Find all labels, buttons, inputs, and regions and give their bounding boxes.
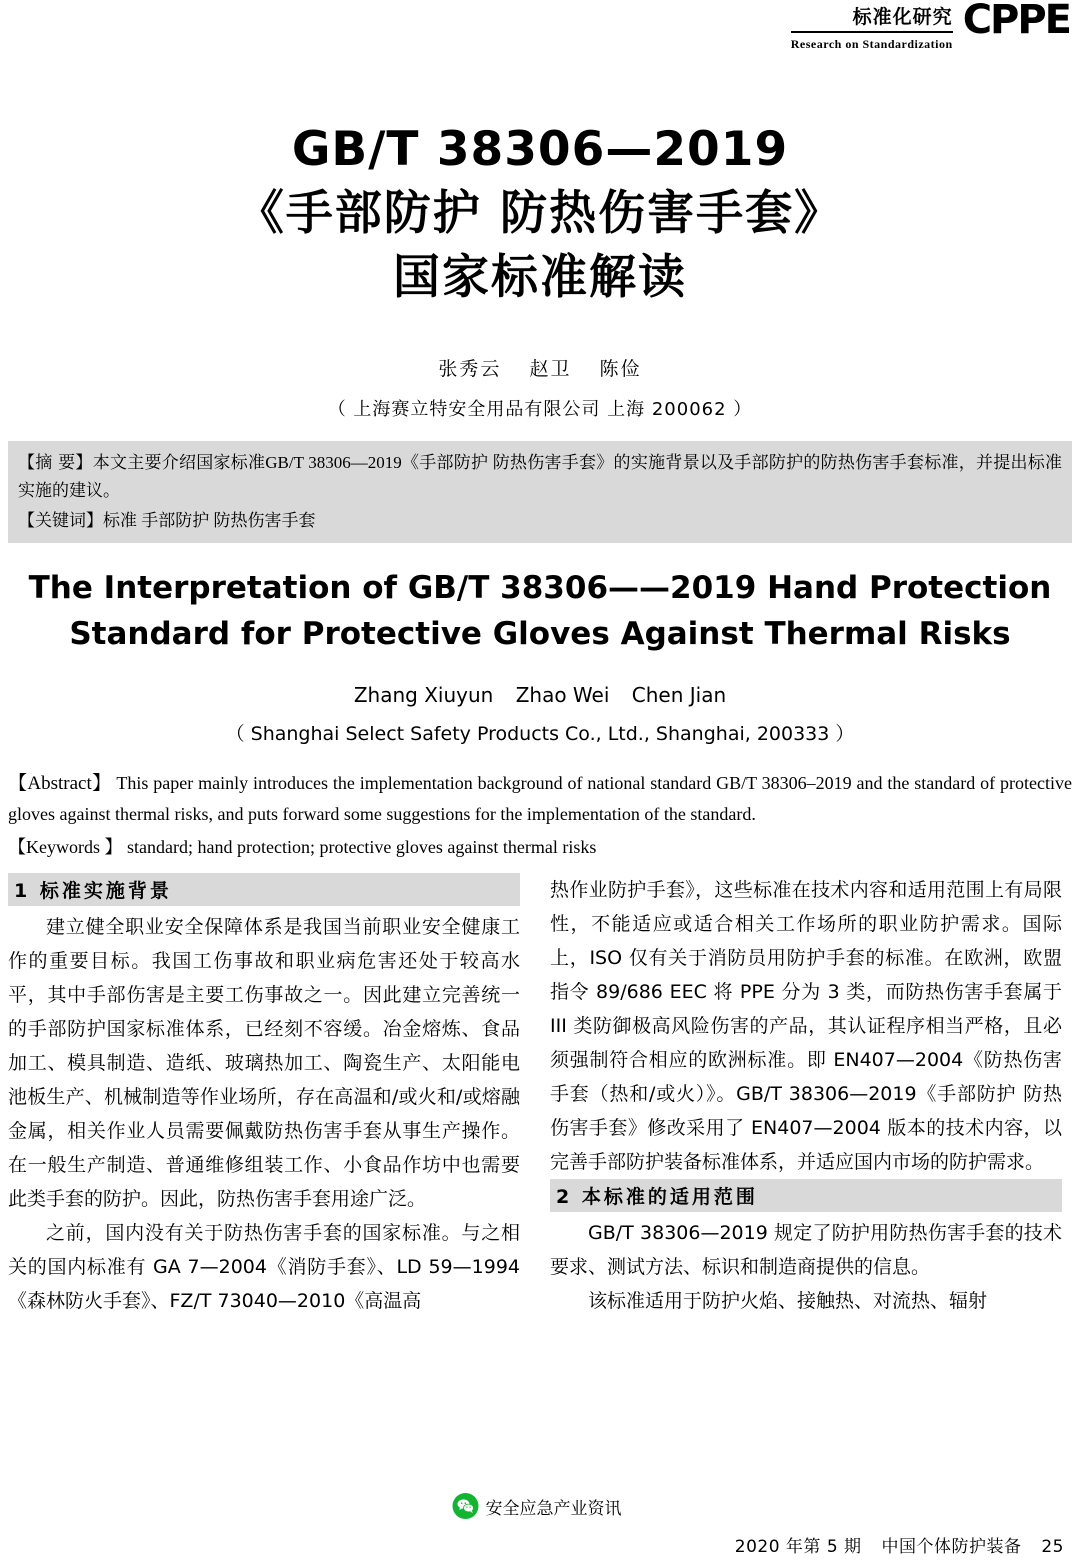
page-footer [721, 1532, 1064, 1557]
author-en-2: Zhao Wei [515, 683, 610, 707]
affiliation-cn: （ 上海赛立特安全用品有限公司 上海 200062 ） [327, 399, 753, 420]
paragraph: 之前，国内没有关于防热伤害手套的国家标准。与之相关的国内标准有 GA 7—2004《消防手套》、LD 59—1994《森林防火手套》、FZ/T 73040—2010《高温高 [8, 1222, 520, 1312]
abstract-en [8, 768, 1072, 830]
footer-journal: 中国个体防护装备 [881, 1537, 1022, 1557]
paragraph: GB/T 38306—2019 规定了防护用防热伤害手套的技术要求、测试方法、标识和制造商提供的信息。 [550, 1222, 1062, 1278]
author-en-3: Chen Jian [631, 683, 727, 707]
author-cn-2: 赵卫 [529, 358, 572, 380]
paragraph: 该标准适用于防护火焰、接触热、对流热、辐射 [588, 1290, 988, 1312]
abstract-en-label: 【Abstract】 [8, 773, 112, 794]
abstract-cn-label: 【摘 要】 [18, 453, 93, 473]
abstract-cn-text: 本文主要介绍国家标准GB/T 38306—2019《手部防护 防热伤害手套》的实施背景以及手部防护的防热伤害手套标准，并提出标准实施的建议。 [18, 453, 1063, 500]
abstract-cn [18, 449, 1062, 505]
body-columns [8, 873, 1072, 1318]
title-en-line1: The Interpretation of GB/T 38306——2019 Hand Protection [28, 570, 1052, 606]
author-cn-3: 陈俭 [599, 358, 642, 380]
footer-page-number: 25 [1041, 1537, 1064, 1557]
keywords-cn-label: 【关键词】 [18, 511, 103, 531]
page-title-line3: 国家标准解读 [393, 250, 687, 305]
journal-name-cn: 标准化研究 [791, 2, 953, 33]
page-header [8, 0, 1072, 60]
authors-cn [8, 354, 1072, 381]
title-block [8, 118, 1072, 310]
affiliation-en: （ Shanghai Select Safety Products Co., Ltd., Shanghai, 200333 ） [225, 723, 855, 745]
wechat-icon [453, 1493, 479, 1519]
keywords-cn-text: 标准 手部防护 防热伤害手套 [103, 511, 316, 530]
wechat-badge [445, 1489, 636, 1523]
author-en-1: Zhang Xiuyun [353, 683, 494, 707]
paragraph: 建立健全职业安全保障体系是我国当前职业安全健康工作的重要目标。我国工伤事故和职业病危害还处于较高水平，其中手部伤害是主要工伤事故之一。因此建立完善统一的手部防护国家标准体系，已经刻不容缓。冶金熔炼、食品加工、模具制造、造纸、玻璃热加工、陶瓷生产、太阳能电池板生产、机械制造等作业场所，存在高温和/或火和/或熔融金属，相关作业人员需要佩戴防热伤害手套从事生产操作。在一般生产制造、普通维修组装工作、小食品作坊中也需要此类手套的防护。因此，防热伤害手套用途广泛。 [8, 916, 520, 1210]
keywords-en [8, 832, 1072, 863]
paragraph: 热作业防护手套》，这些标准在技术内容和适用范围上有局限性，不能适应或适合相关工作场所的职业防护需求。国际上，ISO 仅有关于消防员用防护手套的标准。在欧洲，欧盟指令 89/686 EEC 将 PPE 分为 3 类，而防热伤害手套属于 III 类防御极高风险伤害的产品，其认证程序相当严格，且必须强制符合相应的欧洲标准。即 EN407—2004《防热伤害手套（热和/或火）》。GB/T 38306—2019《手部防护 防热伤害手套》修改采用了 EN407—2004 版本的技术内容，以完善手部防护装备标准体系，并适应国内市场的防护需求。 [550, 879, 1062, 1173]
column-left [8, 873, 520, 1318]
abstract-cn-block [8, 441, 1072, 543]
footer-issue: 2020 年第 5 期 [734, 1537, 862, 1557]
section-heading-1: 1 标准实施背景 [8, 873, 520, 906]
journal-name-block [791, 2, 953, 52]
column-right [550, 873, 1062, 1318]
keywords-cn [18, 507, 1062, 535]
keywords-en-label: 【Keywords 】 [8, 837, 123, 857]
authors-en [8, 683, 1072, 707]
section-heading-2: 2 本标准的适用范围 [550, 1179, 1062, 1212]
keywords-en-text: standard; hand protection; protective gloves against thermal risks [127, 837, 597, 857]
page-title-line2: 《手部防护 防热伤害手套》 [236, 186, 844, 241]
cppe-logo: CPPE [962, 0, 1070, 43]
wechat-label: 安全应急产业资讯 [485, 1498, 622, 1519]
page-title-line1: GB/T 38306—2019 [291, 122, 789, 177]
journal-name-en: Research on Standardization [790, 37, 953, 51]
abstract-en-text: This paper mainly introduces the implementation background of national standard GB/T 38306–2019 and the standard of protective gloves against thermal risks, and puts forward some suggestions for the implementation of the standard. [8, 773, 1073, 824]
title-en-line2: Standard for Protective Gloves Against Thermal Risks [69, 616, 1011, 652]
author-cn-1: 张秀云 [438, 358, 502, 380]
